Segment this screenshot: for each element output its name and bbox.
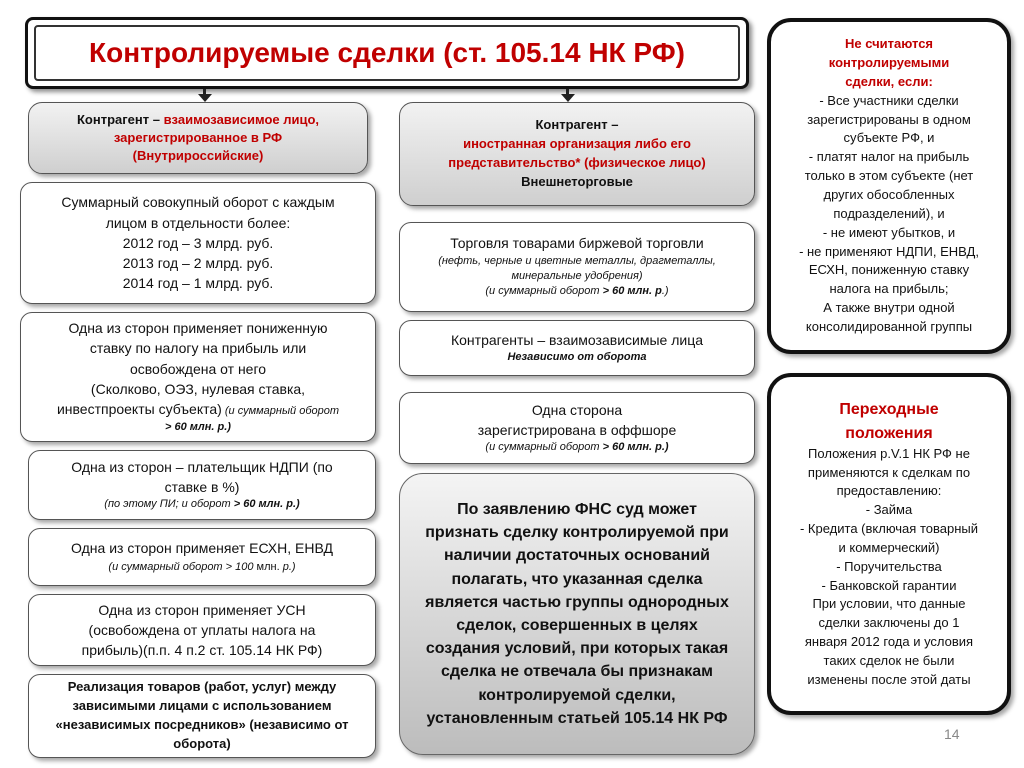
left-box3-line: ставке в %) xyxy=(164,479,240,496)
left-box4-line: Одна из сторон применяет ЕСХН, ЕНВД xyxy=(71,539,333,556)
transitional-line: и коммерческий) xyxy=(838,539,940,555)
not-controlled-heading: Не считаются xyxy=(844,36,934,52)
not-controlled-line: - Все участники сделки xyxy=(819,92,959,108)
middle-box1-italic3: .) xyxy=(661,285,669,298)
left-box6-line: оборота) xyxy=(173,735,231,751)
left-box2-line: Одна из сторон применяет пониженную xyxy=(68,319,328,336)
not-controlled-line: субъекте РФ, и xyxy=(843,130,935,146)
not-controlled-line: налога на прибыль; xyxy=(829,281,949,297)
left-box2-line: (Сколково, ОЭЗ, нулевая ставка, xyxy=(90,380,306,397)
left-box1-line: 2012 год – 3 млрд. руб. xyxy=(122,234,274,251)
left-box5-line: (освобождена от уплаты налога на xyxy=(88,621,316,638)
fns-court-text: По заявлению ФНС суд может признать сделку контролируемой при наличии достаточных оснований полагать, что указанная сделка является частью группы однородных сделок, совершенных в целях создания условий, при которых такая сделка не отвечала бы признакам контролируемой сделки, установленным статьей 105.14 НК РФ xyxy=(425,501,729,727)
transitional-line: таких сделок не были xyxy=(823,652,955,668)
transitional-line: - Банковской гарантии xyxy=(821,577,957,593)
page-title: Контролируемые сделки (ст. 105.14 НК РФ) xyxy=(89,37,685,68)
transitional-line: предоставлению: xyxy=(836,483,942,499)
middle-header-prefix: Контрагент – xyxy=(535,117,619,133)
not-controlled-heading: контролируемыми xyxy=(828,55,950,71)
not-controlled-line: только в этом субъекте (нет xyxy=(804,168,974,184)
transitional-heading: положения xyxy=(845,424,933,442)
not-controlled-line: подразделений), и xyxy=(833,205,945,221)
middle-header-box xyxy=(399,102,755,206)
left-header-tag: (Внутрироссийские) xyxy=(132,148,264,164)
left-box1-line: 2013 год – 2 млрд. руб. xyxy=(122,255,274,272)
left-box-reduced-rate xyxy=(20,312,376,442)
middle-header-tag: Внешнеторговые xyxy=(521,173,633,189)
left-box3-italic: (по этому ПИ; и оборот xyxy=(104,498,234,511)
middle-header-red: иностранная организация либо его представительство* (физическое лицо) xyxy=(448,136,706,170)
transitional-line: изменены после этой даты xyxy=(807,671,971,687)
transitional-line: применяются к сделкам по xyxy=(807,464,971,480)
not-controlled-line: А также внутри одной xyxy=(823,300,955,316)
middle-box3-italic: (и суммарный оборот xyxy=(485,441,603,454)
left-box2-line: ставку по налогу на прибыль или xyxy=(89,340,307,357)
middle-box1-bold-italic: > 60 млн. р xyxy=(602,285,662,298)
left-box-eskhn xyxy=(28,528,376,586)
page-number: 14 xyxy=(944,726,960,742)
not-controlled-line: - не применяют НДПИ, ЕНВД, xyxy=(799,243,979,259)
transitional-line: января 2012 года и условия xyxy=(804,634,974,650)
left-box3-bold-italic: > 60 млн. р.) xyxy=(233,498,300,511)
middle-arrow-icon xyxy=(561,94,575,102)
not-controlled-line: консолидированной группы xyxy=(805,318,973,334)
left-box-intermediaries xyxy=(28,674,376,758)
title-inner-border xyxy=(34,25,740,81)
not-controlled-box xyxy=(767,18,1011,354)
middle-box-exchange xyxy=(399,222,755,312)
transitional-line: При условии, что данные xyxy=(812,596,966,612)
not-controlled-line: зарегистрированы в одном xyxy=(807,111,971,127)
left-box3-italic-line xyxy=(104,497,299,513)
middle-box-related xyxy=(399,320,755,376)
middle-box1-italic-line xyxy=(485,284,668,299)
left-box6-line: Реализация товаров (работ, услуг) между xyxy=(67,679,337,695)
fns-court-box xyxy=(399,473,755,755)
middle-box3-main1: Одна сторона xyxy=(531,401,623,418)
left-box6-line: зависимыми лицами с использованием xyxy=(72,698,332,714)
middle-box-offshore xyxy=(399,392,755,464)
left-box4-mixed: млн. xyxy=(256,561,280,574)
middle-box3-main2: зарегистрирована в оффшоре xyxy=(477,422,677,439)
left-box1-line: Суммарный совокупный оборот с каждым xyxy=(61,194,335,211)
middle-box2-main: Контрагенты – взаимозависимые лица xyxy=(450,331,703,348)
left-box-usn xyxy=(28,594,376,666)
left-box-ndpi xyxy=(28,450,376,520)
left-box2-line-mixed xyxy=(57,399,339,420)
transitional-line: Положения р.V.1 НК РФ не xyxy=(808,445,970,461)
left-header-prefix: Контрагент – xyxy=(76,111,164,127)
transitional-line: - Кредита (включая товарный xyxy=(799,521,978,537)
middle-box1-italic: (нефть, черные и цветные металлы, драгметаллы, минеральные удобрения) xyxy=(438,254,716,283)
left-box5-line: прибыль)(п.п. 4 п.2 ст. 105.14 НК РФ) xyxy=(81,642,323,659)
left-box1-line: 2014 год – 1 млрд. руб. xyxy=(122,275,274,292)
left-box2-mixed-italic: (и суммарный оборот xyxy=(221,405,340,418)
left-arrow-icon xyxy=(198,94,212,102)
middle-box3-bold-italic: > 60 млн. р.) xyxy=(602,441,669,454)
left-box4-italic: (и суммарный оборот > 100 xyxy=(108,561,257,574)
left-box4-italic-line xyxy=(108,559,295,576)
left-header-red: взаимозависимое лицо, зарегистрированное в РФ xyxy=(113,111,320,145)
transitional-line: - Поручительства xyxy=(836,558,942,574)
middle-box2-bold-italic: Независимо от оборота xyxy=(507,351,647,364)
middle-box1-italic2: (и суммарный оборот xyxy=(485,285,603,298)
title-frame xyxy=(25,17,749,89)
transitional-line: сделки заключены до 1 xyxy=(818,615,960,631)
transitional-heading: Переходные xyxy=(839,401,939,419)
left-header-line1 xyxy=(29,111,367,147)
not-controlled-heading: сделки, если: xyxy=(845,73,933,89)
left-box3-line: Одна из сторон – плательщик НДПИ (по xyxy=(71,458,333,475)
not-controlled-line: других обособленных xyxy=(823,187,955,202)
left-header-box xyxy=(28,102,368,174)
left-box6-line: «независимых посредников» (независимо от xyxy=(55,717,349,732)
middle-box3-italic-line xyxy=(485,440,668,456)
left-box1-line: лицом в отдельности более: xyxy=(105,214,291,231)
not-controlled-line: - не имеют убытков, и xyxy=(822,224,956,240)
left-box2-bold-italic: > 60 млн. р.) xyxy=(165,421,231,434)
transitional-provisions-box xyxy=(767,373,1011,715)
left-box2-mixed-text: инвестпроекты субъекта) xyxy=(56,401,222,418)
not-controlled-line: - платят налог на прибыль xyxy=(808,149,970,165)
left-box-turnover xyxy=(20,182,376,304)
left-box2-line: освобождена от него xyxy=(129,360,267,377)
not-controlled-line: ЕСХН, пониженную ставку xyxy=(808,262,970,278)
transitional-line: - Займа xyxy=(865,502,913,518)
middle-box1-main: Торговля товарами биржевой торговли xyxy=(450,235,704,252)
left-box4-italic-end: р.) xyxy=(279,561,296,574)
left-box5-line: Одна из сторон применяет УСН xyxy=(98,601,306,618)
